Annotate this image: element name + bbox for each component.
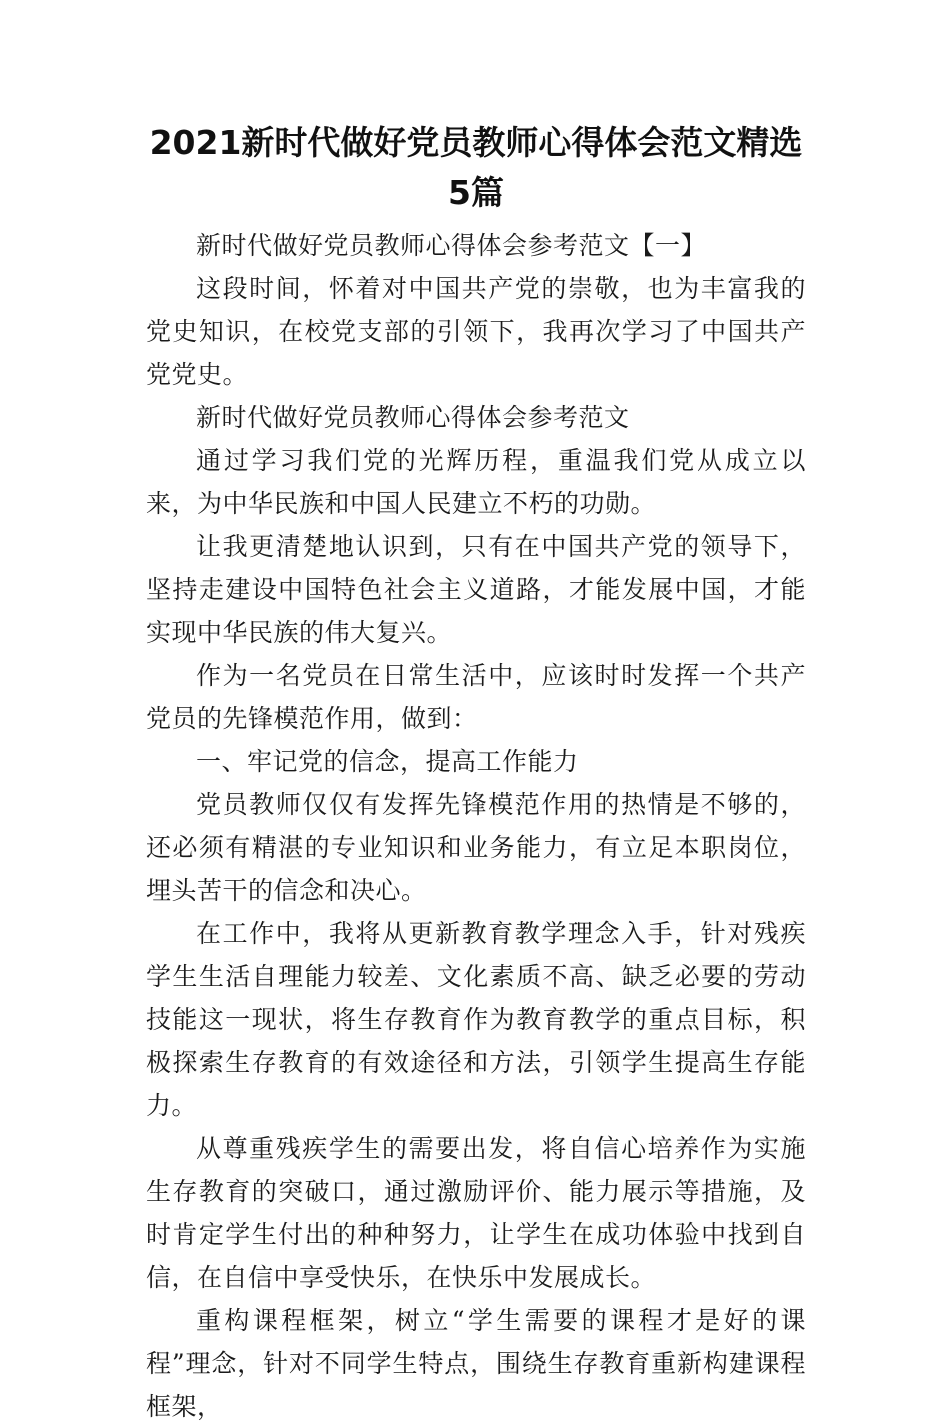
document-body	[146, 118, 806, 1428]
paragraph: 党员教师仅仅有发挥先锋模范作用的热情是不够的，还必须有精湛的专业知识和业务能力，有立足本职岗位，埋头苦干的信念和决心。	[146, 790, 806, 905]
paragraph-section-heading-2: 新时代做好党员教师心得体会参考范文	[196, 403, 630, 432]
paragraph: 在工作中，我将从更新教育教学理念入手，针对残疾学生生活自理能力较差、文化素质不高、缺乏必要的劳动技能这一现状，将生存教育作为教育教学的重点目标，积极探索生存教育的有效途径和方法，引领学生提高生存能力。	[146, 919, 806, 1120]
paragraph: 作为一名党员在日常生活中，应该时时发挥一个共产党员的先锋模范作用，做到：	[146, 661, 806, 733]
paragraph: 从尊重残疾学生的需要出发，将自信心培养作为实施生存教育的突破口，通过激励评价、能力展示等措施，及时肯定学生付出的种种努力，让学生在成功体验中找到自信，在自信中享受快乐，在快乐中发展成长。	[146, 1134, 806, 1292]
paragraph: 通过学习我们党的光辉历程，重温我们党从成立以来，为中华民族和中国人民建立不朽的功勋。	[146, 446, 806, 518]
document-title: 2021新时代做好党员教师心得体会范文精选5篇	[149, 123, 803, 212]
paragraph-section-heading-1: 新时代做好党员教师心得体会参考范文【一】	[196, 231, 707, 260]
paragraph: 让我更清楚地认识到，只有在中国共产党的领导下，坚持走建设中国特色社会主义道路，才能发展中国，才能实现中华民族的伟大复兴。	[146, 532, 806, 647]
paragraph-subheading: 一、牢记党的信念，提高工作能力	[196, 747, 579, 776]
paragraph: 重构课程框架，树立“学生需要的课程才是好的课程”理念，针对不同学生特点，围绕生存教育重新构建课程框架，	[146, 1306, 806, 1421]
paragraph: 这段时间，怀着对中国共产党的崇敬，也为丰富我的党史知识，在校党支部的引领下，我再次学习了中国共产党党史。	[146, 274, 806, 389]
